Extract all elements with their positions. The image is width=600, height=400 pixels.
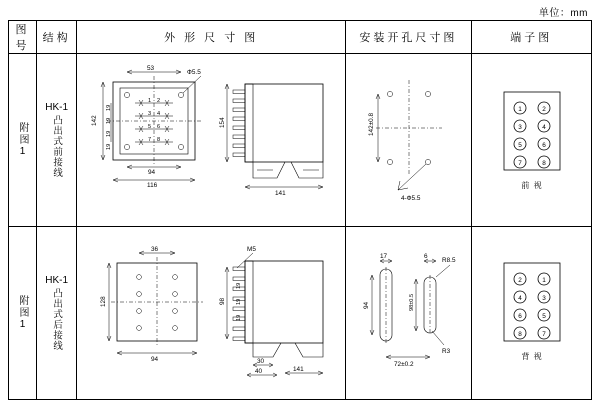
dimension: 98±0.5 [409,293,416,311]
dimension: 141 [275,190,286,197]
dimension: Ф5.5 [187,69,201,76]
header-fig-no: 图号 [9,21,37,54]
spec-table [8,20,592,400]
table-row [9,227,592,400]
cell-structure [37,227,77,400]
dimension: 19 [106,104,113,111]
dimension: 98 [219,297,227,305]
dimension: 19 [106,130,113,137]
terminal-number: 2 [517,277,522,284]
fig-no-label: 附图1 [17,121,29,159]
dimension: R3 [442,348,451,355]
terminal-number: 7 [517,160,522,167]
front-top-view [91,65,203,189]
terminal-drawing-front [472,54,592,226]
dimension: 30 [257,358,265,365]
dimension: 19 [106,117,113,124]
front-side-view [219,84,323,197]
dimension: M5 [247,246,257,253]
structure-name: HK-1 [45,275,69,286]
dimension: 19 [106,143,113,150]
contact-number: 4 [157,111,161,117]
cell-outline-drawing [77,227,346,400]
mounting-slot-left [380,267,392,343]
terminal-number: 7 [541,331,546,338]
contact-number: 8 [157,137,161,143]
dimension: 128 [100,296,108,307]
dimension: 116 [147,182,158,189]
rear-top-view [100,246,203,363]
dimension: 6 [424,253,428,260]
dimension: 141 [293,366,304,373]
structure-desc: 凸出式前接线 [51,115,63,178]
table-row [9,54,592,227]
outline-drawing-rear [77,227,345,399]
terminal-number: 5 [517,142,522,149]
mounting-slot-right [424,275,436,335]
terminal-number: 4 [517,295,522,302]
header-outline-drawing: 外 形 尺 寸 图 [77,21,346,54]
cell-terminal-drawing [471,227,591,400]
contact-number: 7 [148,137,152,143]
terminal-number: 8 [517,331,522,338]
cell-outline-drawing [77,54,346,227]
terminal-drawing-rear [472,227,592,399]
contact-number: 1 [148,98,152,104]
dimension: 94 [148,169,156,176]
dimension: 19 [236,314,243,321]
cell-mounting-drawing [346,54,471,227]
unit-note: 单位：mm [538,8,588,19]
structure-name: HK-1 [45,102,69,113]
cell-structure [37,54,77,227]
contact-number: 6 [157,124,161,130]
table-header-row [9,21,592,54]
terminal-number: 1 [517,106,522,113]
dimension: 17 [380,253,388,260]
cell-fig-no [9,227,37,400]
header-structure: 结构 [37,21,77,54]
dimension: 36 [151,246,159,253]
cell-terminal-drawing [471,54,591,227]
terminal-number: 3 [517,124,522,131]
cell-fig-no [9,54,37,227]
dimension: R8.5 [442,257,456,264]
contact-number: 3 [148,111,152,117]
mounting-drawing-rear [346,227,471,399]
terminal-number: 2 [541,106,546,113]
dimension: 19 [236,298,243,305]
dimension: 94 [363,301,371,309]
fig-no-label: 附图1 [17,294,29,332]
dimension: 4-Ф5.5 [401,195,421,202]
terminal-number: 6 [541,142,546,149]
dimension: 94 [151,356,159,363]
terminal-number: 3 [541,295,546,302]
terminal-number: 5 [541,313,546,320]
dimension: 53 [147,65,155,72]
header-terminal-drawing: 端子图 [471,21,591,54]
terminal-number: 4 [541,124,546,131]
terminal-number: 8 [541,160,546,167]
dimension: 142±0.8 [368,112,376,136]
rear-side-view [219,246,323,377]
outline-drawing-front [77,54,345,226]
mounting-drawing-front [346,54,471,226]
dimension: 142 [91,115,99,126]
dimension: 19 [236,282,243,289]
dimension: 40 [255,368,263,375]
terminal-number: 6 [517,313,522,320]
cell-mounting-drawing [346,227,471,400]
header-mounting-drawing: 安装开孔尺寸图 [346,21,471,54]
contact-number: 5 [148,124,152,130]
terminal-number: 1 [541,277,546,284]
structure-desc: 凸出式后接线 [51,288,63,351]
terminal-view-caption: 背 视 [520,352,543,361]
dimension: 72±0.2 [394,361,414,368]
terminal-view-caption: 前 视 [520,181,543,190]
contact-number: 2 [157,98,161,104]
dimension: 154 [219,117,227,128]
